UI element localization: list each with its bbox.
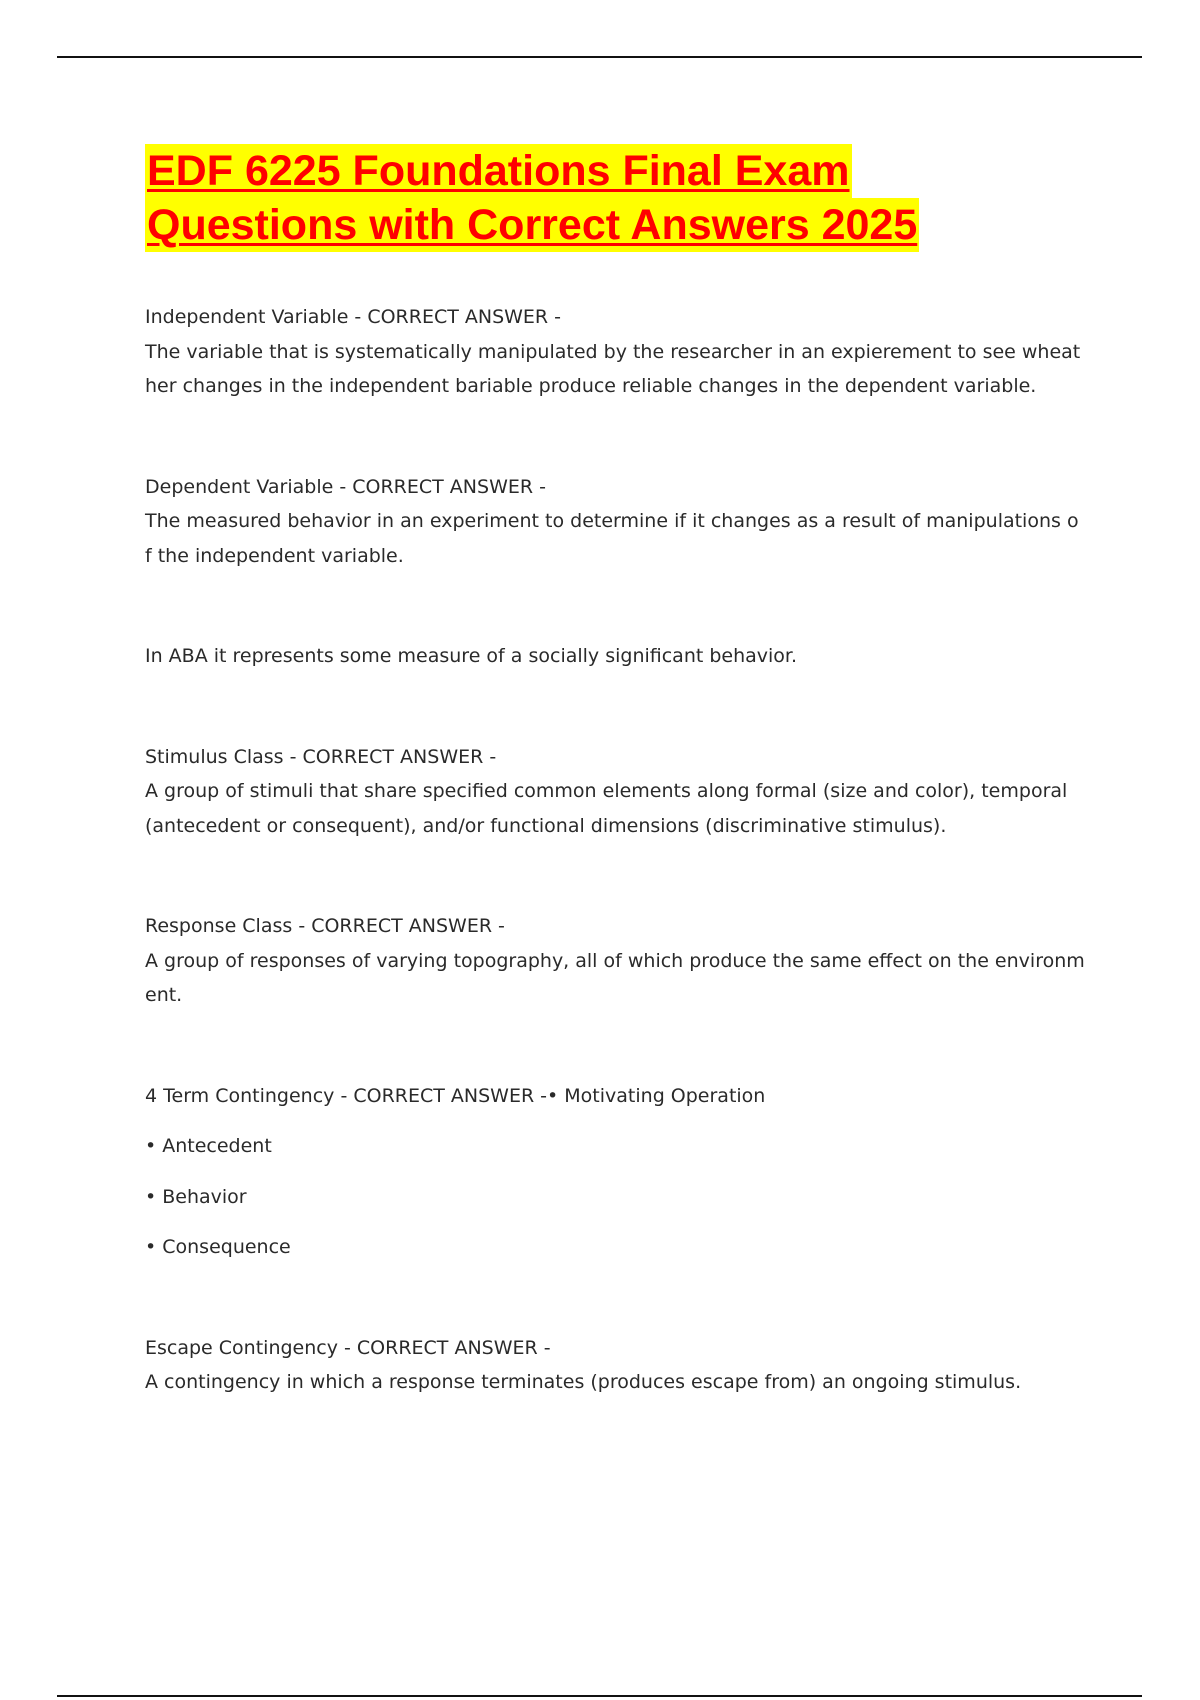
document-body <box>145 144 1085 1466</box>
entry-term: Independent Variable - CORRECT ANSWER - <box>145 306 562 328</box>
bullet-item: • Antecedent <box>145 1135 272 1157</box>
entry-extra-paragraph: In ABA it represents some measure of a socially significant behavior. <box>145 645 798 667</box>
entry-escape-contingency <box>145 1331 1085 1400</box>
title-line-1: EDF 6225 Foundations Final Exam <box>145 144 852 198</box>
document-title <box>145 144 1085 252</box>
entry-term: Dependent Variable - CORRECT ANSWER - <box>145 475 546 498</box>
entry-4-term-contingency <box>145 1079 1085 1265</box>
footer-rule <box>57 1695 1142 1697</box>
entry-term: 4 Term Contingency - CORRECT ANSWER -• Motivating Operation <box>145 1084 766 1107</box>
bullet-item: • Consequence <box>145 1236 291 1258</box>
entry-answer: A group of stimuli that share specified common elements along formal (size and color), temporal (antecedent or consequent), and/or functional dimensions (discriminative stimulus). <box>145 780 1068 837</box>
entry-response-class <box>145 909 1085 1013</box>
header-rule <box>57 56 1142 58</box>
entry-term: Stimulus Class - CORRECT ANSWER - <box>145 745 497 768</box>
entry-term: Response Class - CORRECT ANSWER - <box>145 915 505 937</box>
entry-independent-variable <box>145 300 1085 404</box>
bullet-item: • Behavior <box>145 1185 247 1208</box>
entry-term: Escape Contingency - CORRECT ANSWER - <box>145 1336 551 1359</box>
entry-answer: A contingency in which a response terminates (produces escape from) an ongoing stimulus. <box>145 1371 1022 1393</box>
entry-answer: The variable that is systematically manipulated by the researcher in an expierement to see wheather changes in the independent bariable produce reliable changes in the dependent variable. <box>145 340 1081 397</box>
entry-answer: A group of responses of varying topography, all of which produce the same effect on the environment. <box>145 949 1085 1006</box>
entry-dependent-variable <box>145 470 1085 674</box>
entry-stimulus-class <box>145 740 1085 844</box>
bullet-list <box>145 1129 1085 1265</box>
title-line-2: Questions with Correct Answers 2025 <box>145 198 919 252</box>
entry-answer: The measured behavior in an experiment to determine if it changes as a result of manipulations of the independent variable. <box>145 510 1079 567</box>
